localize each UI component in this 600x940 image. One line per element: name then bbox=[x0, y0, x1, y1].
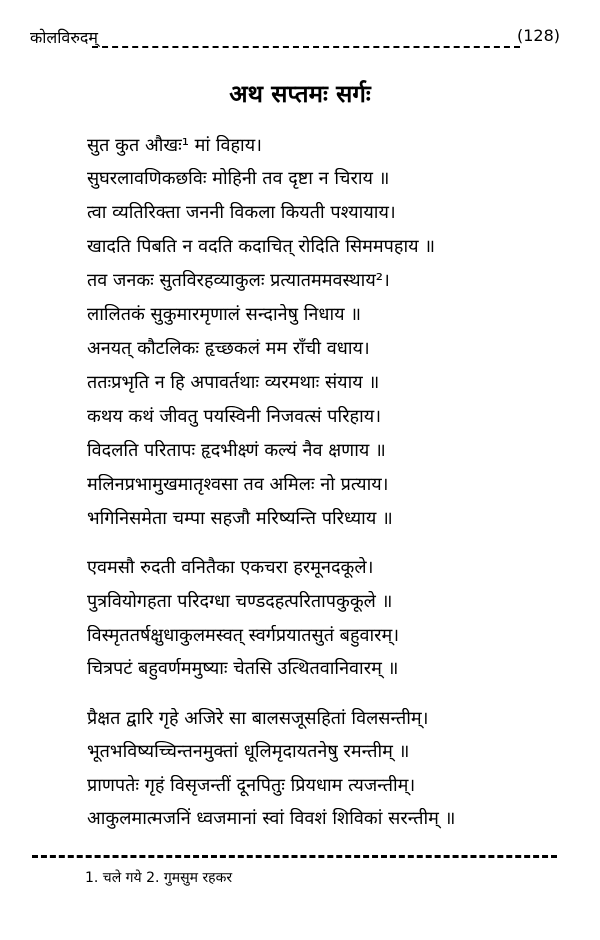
chapter-title: अथ सप्तमः सर्गः bbox=[229, 80, 371, 108]
verse-line: एवमसौ रुदती वनितैका एकचरा हरमूनदकूले। bbox=[87, 557, 374, 578]
verse-line: अनयत् कौटलिकः हृच्छकलं मम राँची वधाय। bbox=[87, 338, 370, 359]
verse-line: विस्मृततर्षक्षुधाकुलमस्वत् स्वर्गप्रयातसुतं बहुवारम्। bbox=[87, 625, 400, 646]
verse-line: पुत्रवियोगहता परिदग्धा चण्डदहत्परितापकुकूले ॥ bbox=[87, 591, 393, 612]
page-number: (128) bbox=[516, 26, 560, 45]
verse-line: कथय कथं जीवतु पयस्विनी निजवत्सं परिहाय। bbox=[87, 406, 382, 427]
header-divider bbox=[92, 46, 520, 48]
verse-line: प्रैक्षत द्वारि गृहे अजिरे सा बालसजूसहितां विलसन्तीम्। bbox=[87, 708, 429, 729]
verse-line: त्वा व्यतिरिक्ता जननी विकला कियती पश्यायाय। bbox=[87, 202, 396, 223]
footnote-divider bbox=[32, 855, 557, 858]
footnotes: 1. चले गये 2. गुमसुम रहकर bbox=[85, 870, 233, 886]
page-header bbox=[30, 26, 560, 50]
running-title: कोलविरुदम् bbox=[30, 28, 98, 47]
verse-line: तव जनकः सुतविरहव्याकुलः प्रत्यातममवस्थाय²। bbox=[87, 270, 390, 291]
verse-line: भगिनिसमेता चम्पा सहजौ मरिष्यन्ति परिध्याय ॥ bbox=[87, 508, 393, 529]
verse-line: सुघरलावणिकछविः मोहिनी तव दृष्टा न चिराय ॥ bbox=[87, 168, 390, 189]
verse-line: प्राणपतेः गृहं विसृजन्तीं दूनपितुः प्रियधाम त्यजन्तीम्। bbox=[87, 775, 416, 796]
verse-line: खादति पिबति न वदति कदाचित् रोदिति सिममपहाय ॥ bbox=[87, 236, 436, 257]
verse-line: विदलति परितापः हृदभीक्ष्णं कल्यं नैव क्षणाय ॥ bbox=[87, 440, 386, 461]
verse-line: चित्रपटं बहुवर्णममुष्याः चेतसि उत्थितवानिवारम् ॥ bbox=[87, 658, 399, 679]
verse-line: आकुलमात्मजनिं ध्वजमानां स्वां विवशं शिविकां सरन्तीम् ॥ bbox=[87, 808, 456, 829]
verse-line: लालितकं सुकुमारमृणालं सन्दानेषु निधाय ॥ bbox=[87, 304, 362, 325]
verse-line: ततःप्रभृति न हि अपावर्तथाः व्यरमथाः संयाय ॥ bbox=[87, 372, 380, 393]
verse-line: सुत कुत औखः¹ मां विहाय। bbox=[87, 135, 262, 156]
verse-line: भूतभविष्यच्चिन्तनमुक्तां धूलिमृदायतनेषु रमन्तीम् ॥ bbox=[87, 741, 410, 762]
verse-line: मलिनप्रभामुखमातृश्वसा तव अमिलः नो प्रत्याय। bbox=[87, 474, 389, 495]
